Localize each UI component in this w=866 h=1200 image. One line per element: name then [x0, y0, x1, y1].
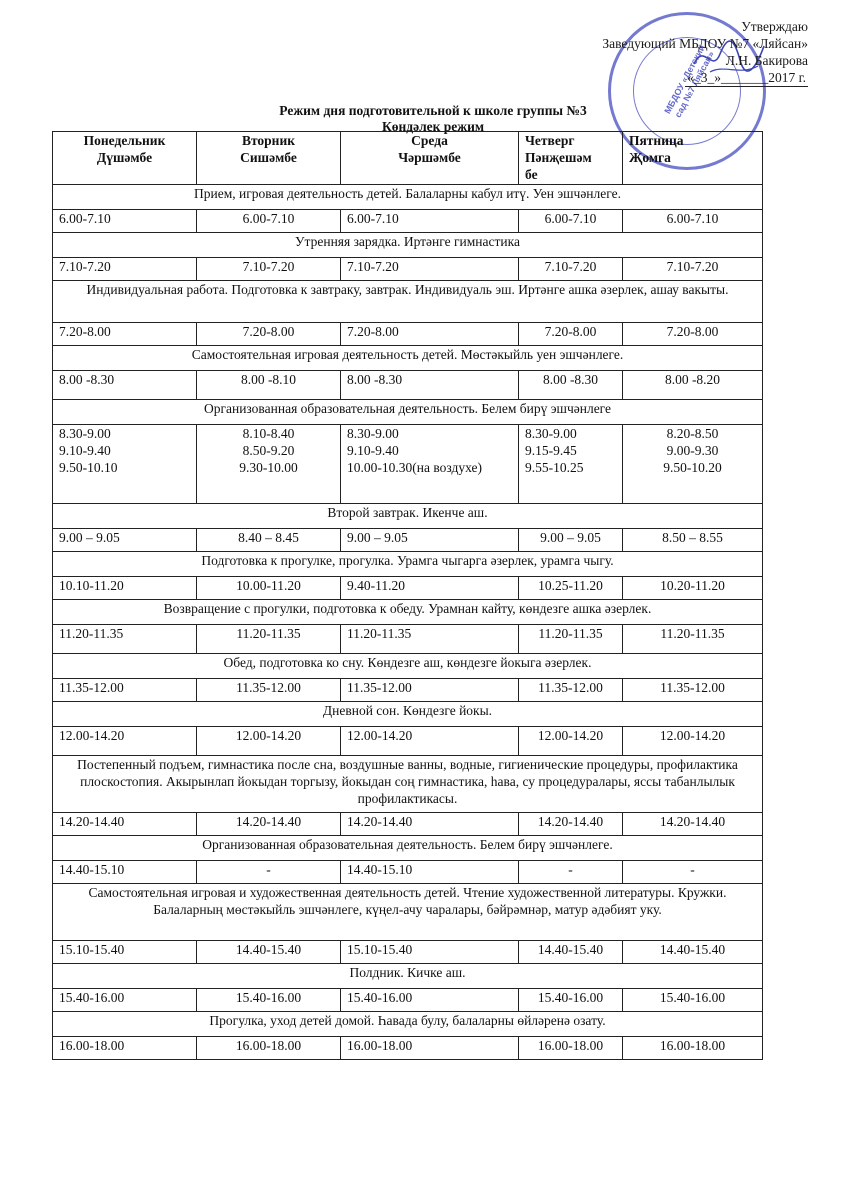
- day-header-friday: Пятница Җомга: [623, 132, 763, 185]
- time-row: [53, 625, 763, 654]
- time-row: [53, 323, 763, 346]
- time-cell: 11.20-11.35: [519, 625, 623, 654]
- time-cell: -: [519, 861, 623, 884]
- time-cell: 14.20-14.40: [519, 813, 623, 836]
- activity-row: [53, 654, 763, 679]
- time-cell: 8.00 -8.20: [623, 371, 763, 400]
- time-cell: 15.10-15.40: [341, 941, 519, 964]
- activity-row: [53, 1012, 763, 1037]
- day-header-wednesday: Среда Чәршәмбе: [341, 132, 519, 185]
- time-value: 10.00-10.30(на воздухе): [347, 460, 482, 475]
- time-cell: 10.00-11.20: [197, 577, 341, 600]
- time-cell: 10.20-11.20: [623, 577, 763, 600]
- approval-position: Заведующий МБДОУ №7 «Ляйсан»: [602, 36, 808, 51]
- time-cell: 6.00-7.10: [53, 210, 197, 233]
- time-value: 9.15-9.45: [525, 443, 577, 458]
- time-cell: 6.00-7.10: [341, 210, 519, 233]
- time-cell: 15.10-15.40: [53, 941, 197, 964]
- approval-block: [602, 18, 808, 87]
- time-cell: 7.20-8.00: [53, 323, 197, 346]
- time-cell: 7.20-8.00: [341, 323, 519, 346]
- title-ru: Режим дня подготовительной к школе группы №3: [279, 103, 587, 118]
- time-cell: 6.00-7.10: [197, 210, 341, 233]
- day-header-thursday: Четверг Пәнҗешәм бе: [519, 132, 623, 185]
- activity-title: Прием, игровая деятельность детей. Балаларны кабул итү. Уен эшчәнлеге.: [53, 185, 763, 210]
- activity-title: Второй завтрак. Икенче аш.: [53, 504, 763, 529]
- time-row: [53, 941, 763, 964]
- time-cell: 8.00 -8.10: [197, 371, 341, 400]
- time-cell: 11.35-12.00: [341, 679, 519, 702]
- activity-row: [53, 884, 763, 941]
- time-row: [53, 727, 763, 756]
- time-cell: 14.40-15.10: [341, 861, 519, 884]
- time-cell: 14.40-15.10: [53, 861, 197, 884]
- activity-row: [53, 346, 763, 371]
- time-value: 9.50-10.10: [59, 460, 118, 475]
- time-cell: 15.40-16.00: [341, 989, 519, 1012]
- time-row: [53, 529, 763, 552]
- time-cell: 7.20-8.00: [519, 323, 623, 346]
- time-cell: 9.40-11.20: [341, 577, 519, 600]
- time-cell: 11.20-11.35: [53, 625, 197, 654]
- time-cell: [197, 425, 341, 504]
- time-cell: 15.40-16.00: [623, 989, 763, 1012]
- activity-row: [53, 281, 763, 323]
- time-row: [53, 861, 763, 884]
- time-cell: 8.00 -8.30: [519, 371, 623, 400]
- activity-title: Утренняя зарядка. Иртәнге гимнастика: [53, 233, 763, 258]
- stamp-text: МБДОУ «Детский сад №7 Ляйсан»: [662, 43, 717, 120]
- time-row: [53, 679, 763, 702]
- activity-title: Организованная образовательная деятельность. Белем бирү эшчәнлеге.: [53, 836, 763, 861]
- time-value: 8.50-9.20: [242, 443, 295, 458]
- activity-title: Подготовка к прогулке, прогулка. Урамга чыгарга әзерлек, урамга чыгу.: [53, 552, 763, 577]
- time-cell: 14.40-15.40: [519, 941, 623, 964]
- time-value: 8.10-8.40: [242, 426, 295, 441]
- activity-title: Возвращение с прогулки, подготовка к обеду. Урамнан кайту, көндезге ашка әзерлек.: [53, 600, 763, 625]
- time-row: [53, 425, 763, 504]
- day-header-monday: Понедельник Дүшәмбе: [53, 132, 197, 185]
- time-value: 9.30-10.00: [239, 460, 298, 475]
- time-cell: [53, 425, 197, 504]
- time-cell: 11.35-12.00: [519, 679, 623, 702]
- time-cell: 9.00 – 9.05: [53, 529, 197, 552]
- time-cell: 14.20-14.40: [197, 813, 341, 836]
- time-cell: 7.10-7.20: [53, 258, 197, 281]
- title-tt: Көндәлек режим: [381, 119, 485, 134]
- time-cell: [341, 425, 519, 504]
- time-cell: 6.00-7.10: [623, 210, 763, 233]
- time-cell: 12.00-14.20: [341, 727, 519, 756]
- time-cell: 16.00-18.00: [623, 1037, 763, 1060]
- time-cell: 14.40-15.40: [623, 941, 763, 964]
- time-cell: 11.35-12.00: [197, 679, 341, 702]
- time-cell: 11.20-11.35: [341, 625, 519, 654]
- activity-title: Прогулка, уход детей домой. Һавада булу, балаларны өйләренә озату.: [53, 1012, 763, 1037]
- time-cell: 12.00-14.20: [519, 727, 623, 756]
- activity-row: [53, 233, 763, 258]
- time-cell: 16.00-18.00: [519, 1037, 623, 1060]
- time-cell: [623, 425, 763, 504]
- activity-row: [53, 756, 763, 813]
- time-cell: 11.20-11.35: [197, 625, 341, 654]
- time-value: 8.20-8.50: [666, 426, 719, 441]
- time-value: 9.50-10.20: [663, 460, 722, 475]
- time-cell: 14.20-14.40: [53, 813, 197, 836]
- time-row: [53, 989, 763, 1012]
- time-cell: 12.00-14.20: [53, 727, 197, 756]
- time-cell: 8.00 -8.30: [53, 371, 197, 400]
- approval-name: Л.Н. Бакирова: [725, 53, 808, 68]
- activity-row: [53, 504, 763, 529]
- time-cell: 8.00 -8.30: [341, 371, 519, 400]
- time-cell: 8.50 – 8.55: [623, 529, 763, 552]
- time-cell: 6.00-7.10: [519, 210, 623, 233]
- activity-title: Полдник. Кичке аш.: [53, 964, 763, 989]
- time-cell: 7.10-7.20: [623, 258, 763, 281]
- time-value: 9.00-9.30: [666, 443, 719, 458]
- time-cell: 15.40-16.00: [53, 989, 197, 1012]
- activity-title: Обед, подготовка ко сну. Көндезге аш, көндезге йокыга әзерлек.: [53, 654, 763, 679]
- approval-date: «_3_»_______2017 г.: [687, 70, 806, 85]
- time-value: 9.10-9.40: [59, 443, 111, 458]
- time-row: [53, 371, 763, 400]
- time-cell: -: [197, 861, 341, 884]
- activity-row: [53, 600, 763, 625]
- time-cell: 7.10-7.20: [341, 258, 519, 281]
- time-cell: 12.00-14.20: [197, 727, 341, 756]
- day-header-tuesday: Вторник Сишәмбе: [197, 132, 341, 185]
- activity-row: [53, 185, 763, 210]
- time-row: [53, 813, 763, 836]
- activity-title: Самостоятельная игровая и художественная деятельность детей. Чтение художественной литературы. Кружки. Балаларның мөстәкыйль эшчәнлеге, күңел-ачу чаралары, бәйрәмнәр, матур әдәбият уку.: [53, 884, 763, 941]
- time-cell: 12.00-14.20: [623, 727, 763, 756]
- activity-row: [53, 400, 763, 425]
- time-row: [53, 1037, 763, 1060]
- time-cell: 7.20-8.00: [197, 323, 341, 346]
- time-row: [53, 258, 763, 281]
- time-cell: 8.40 – 8.45: [197, 529, 341, 552]
- activity-title: Организованная образовательная деятельность. Белем бирү эшчәнлеге: [53, 400, 763, 425]
- table-header-row: [53, 132, 763, 185]
- time-cell: 11.35-12.00: [53, 679, 197, 702]
- time-cell: 14.40-15.40: [197, 941, 341, 964]
- time-cell: 15.40-16.00: [519, 989, 623, 1012]
- time-cell: 7.20-8.00: [623, 323, 763, 346]
- time-cell: 16.00-18.00: [53, 1037, 197, 1060]
- time-cell: 7.10-7.20: [519, 258, 623, 281]
- time-cell: [519, 425, 623, 504]
- time-value: 8.30-9.00: [525, 426, 577, 441]
- time-cell: 16.00-18.00: [341, 1037, 519, 1060]
- time-value: 9.55-10.25: [525, 460, 584, 475]
- time-cell: 10.25-11.20: [519, 577, 623, 600]
- time-cell: 16.00-18.00: [197, 1037, 341, 1060]
- time-cell: 11.35-12.00: [623, 679, 763, 702]
- activity-title: Самостоятельная игровая деятельность детей. Мөстәкыйль уен эшчәнлеге.: [53, 346, 763, 371]
- time-cell: 14.20-14.40: [623, 813, 763, 836]
- time-cell: 9.00 – 9.05: [341, 529, 519, 552]
- activity-row: [53, 552, 763, 577]
- time-cell: 9.00 – 9.05: [519, 529, 623, 552]
- time-cell: 14.20-14.40: [341, 813, 519, 836]
- activity-title: Индивидуальная работа. Подготовка к завтраку, завтрак. Индивидуаль эш. Иртәнге ашка әзерлек, ашау вакыты.: [53, 281, 763, 323]
- time-cell: 15.40-16.00: [197, 989, 341, 1012]
- time-value: 8.30-9.00: [347, 426, 399, 441]
- time-cell: -: [623, 861, 763, 884]
- activity-row: [53, 836, 763, 861]
- approval-heading: Утверждаю: [741, 19, 808, 34]
- activity-title: Дневной сон. Көндезге йокы.: [53, 702, 763, 727]
- time-cell: 11.20-11.35: [623, 625, 763, 654]
- schedule-table: [52, 131, 763, 1060]
- activity-row: [53, 964, 763, 989]
- time-value: 9.10-9.40: [347, 443, 399, 458]
- time-row: [53, 210, 763, 233]
- activity-row: [53, 702, 763, 727]
- activity-title: Постепенный подъем, гимнастика после сна, воздушные ванны, водные, гигиенические процедуры, профилактика плоскостопия. Акырынлап йокыдан торгызу, йокыдан соң гимнастика, һава, су процедуралары, яссы табанлылык профилактикасы.: [53, 756, 763, 813]
- time-row: [53, 577, 763, 600]
- time-cell: 7.10-7.20: [197, 258, 341, 281]
- time-value: 8.30-9.00: [59, 426, 111, 441]
- time-cell: 10.10-11.20: [53, 577, 197, 600]
